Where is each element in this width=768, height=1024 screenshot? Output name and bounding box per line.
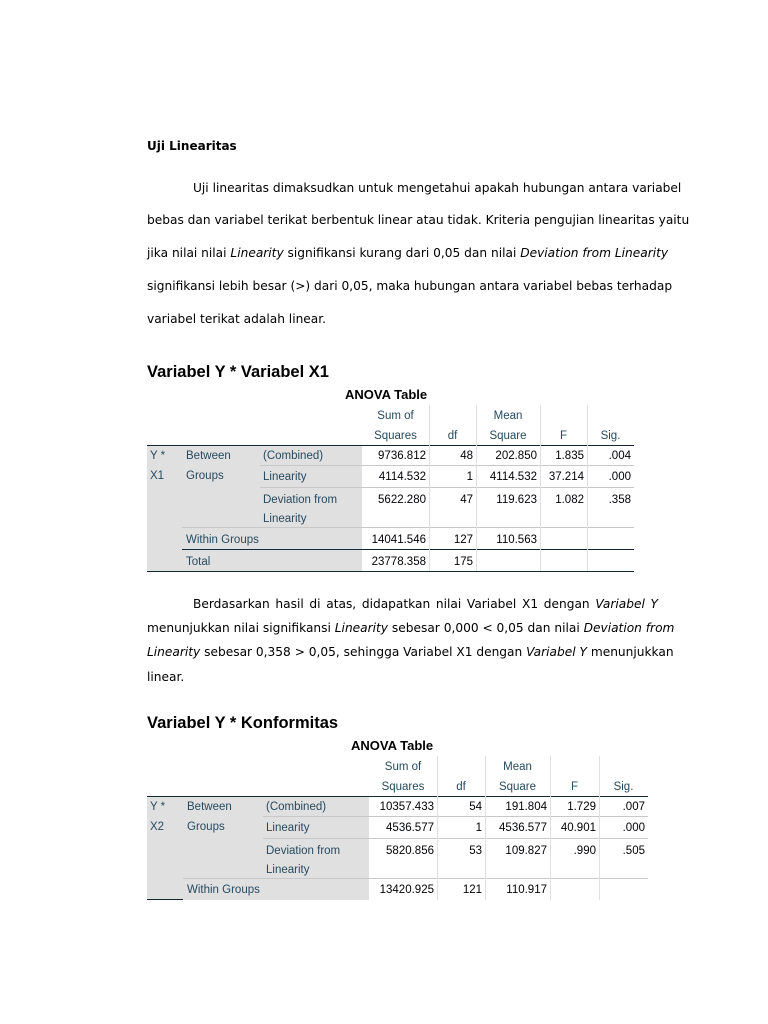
linearity-ms: 4114.532 [489,471,537,483]
text-run: Berdasarkan hasil di atas, didapatkan nilai Variabel X1 dengan [193,597,596,611]
header-squares: Squares [374,430,417,442]
deviation-ss: 5622.280 [378,494,426,506]
linearity-df: 1 [466,471,473,483]
linearity-ms: 4536.577 [499,822,547,834]
header-square: Square [489,430,527,442]
within-ss: 14041.546 [371,534,426,546]
section-heading: Uji Linearitas [147,139,237,153]
combined-label: (Combined) [266,801,327,813]
section2-heading: Variabel Y * Konformitas [147,714,339,732]
header-mean: Mean [503,761,532,773]
deviation-label-2: Linearity [266,864,310,876]
deviation-df: 47 [460,494,473,506]
row-label-y: Y * [150,801,166,813]
deviation-f: 1.082 [555,494,584,506]
header-sum-of: Sum of [384,761,422,773]
linearity-label: Linearity [266,822,310,834]
within-ms: 110.917 [506,884,547,896]
italic-term: Variabel Y [526,645,587,659]
combined-ms: 191.804 [505,801,547,813]
linearity-label: Linearity [263,471,307,483]
deviation-f: .990 [573,845,596,857]
combined-label: (Combined) [263,450,324,462]
linearity-sig: .000 [622,822,645,834]
paragraph-line [147,246,669,260]
linearity-f: 37.214 [548,471,584,483]
header-f: F [559,430,568,442]
within-df: 121 [462,884,482,896]
deviation-ms: 119.623 [496,494,537,506]
linearity-ss: 4114.532 [378,471,426,483]
combined-ss: 10357.433 [379,801,434,813]
combined-f: 1.835 [555,450,584,462]
section2-anova-caption: ANOVA Table [351,738,434,753]
italic-term: Linearity [147,645,201,659]
combined-ss: 9736.812 [378,450,426,462]
paragraph-line [147,279,673,293]
combined-df: 54 [469,801,482,813]
deviation-sig: .358 [608,494,631,506]
text-run: jika nilai nilai [147,246,231,260]
row-label-y: Y * [150,450,166,462]
deviation-ms: 109.827 [505,845,547,857]
text-run: linear. [147,670,185,684]
combined-f: 1.729 [567,801,596,813]
row-label-x1: X1 [150,470,165,482]
deviation-label-1: Deviation from [266,845,341,857]
header-squares: Squares [381,781,425,793]
paragraph-line [147,645,674,659]
paragraph-line [147,670,658,684]
text-run: signifikansi lebih besar (>) dari 0,05, maka hubungan antara variabel bebas terhadap [147,279,673,293]
deviation-label-2: Linearity [263,513,307,525]
header-df: df [447,430,458,442]
italic-term: Deviation from [583,621,675,635]
text-run: bebas dan variabel terikat berbentuk linear atau tidak. Kriteria pengujian linearitas yaitu [147,213,690,227]
paragraph-line [147,312,658,326]
italic-term: Linearity [334,621,389,635]
linearity-f: 40.901 [560,822,596,834]
text-run: sebesar 0,358 > 0,05, sehingga Variabel X1 dengan [200,645,527,659]
within-ss: 13420.925 [379,884,434,896]
paragraph-line [147,213,690,227]
section1-heading: Variabel Y * Variabel X1 [147,363,329,381]
within-ms: 110.563 [496,534,537,546]
text-run: Uji linearitas dimaksudkan untuk mengetahui apakah hubungan antara variabel [193,181,682,195]
text-run: menunjukkan nilai signifikansi [147,621,335,635]
header-sum-of: Sum of [377,410,414,422]
linearity-sig: .000 [608,471,631,483]
groups-label: Groups [186,470,224,482]
italic-term: Variabel Y [595,597,658,611]
text-run: menunjukkan [586,645,674,659]
italic-term: Deviation from Linearity [520,246,669,260]
row-label-x2: X2 [150,821,165,833]
between-label: Between [186,450,231,462]
within-df: 127 [453,534,473,546]
total-ss: 23778.358 [371,556,426,568]
header-mean: Mean [493,410,523,422]
section1-anova-caption: ANOVA Table [345,387,428,402]
combined-df: 48 [460,450,473,462]
text-run: variabel terikat adalah linear. [147,312,327,326]
header-f: F [570,781,579,793]
paragraph-line [147,597,658,611]
header-sig: Sig. [613,781,634,793]
combined-sig: .007 [622,801,645,813]
paragraph-line [147,621,675,635]
total-df: 175 [453,556,473,568]
within-label: Within Groups [186,534,259,546]
paragraph-line [147,181,682,195]
text-run: signifikansi kurang dari 0,05 dan nilai [283,246,521,260]
linearity-ss: 4536.577 [386,822,434,834]
deviation-df: 53 [469,845,482,857]
linearity-df: 1 [475,822,482,834]
header-square: Square [498,781,537,793]
combined-ms: 202.850 [495,450,537,462]
text-run: sebesar 0,000 < 0,05 dan nilai [388,621,584,635]
between-label: Between [187,801,232,813]
deviation-label-1: Deviation from [263,494,338,506]
header-df: df [456,781,466,793]
groups-label: Groups [187,821,225,833]
header-sig: Sig. [600,430,621,442]
italic-term: Linearity [230,246,284,260]
within-label: Within Groups [187,884,260,896]
combined-sig: .004 [608,450,631,462]
total-label: Total [186,556,211,568]
deviation-ss: 5820.856 [386,845,434,857]
deviation-sig: .505 [622,845,645,857]
